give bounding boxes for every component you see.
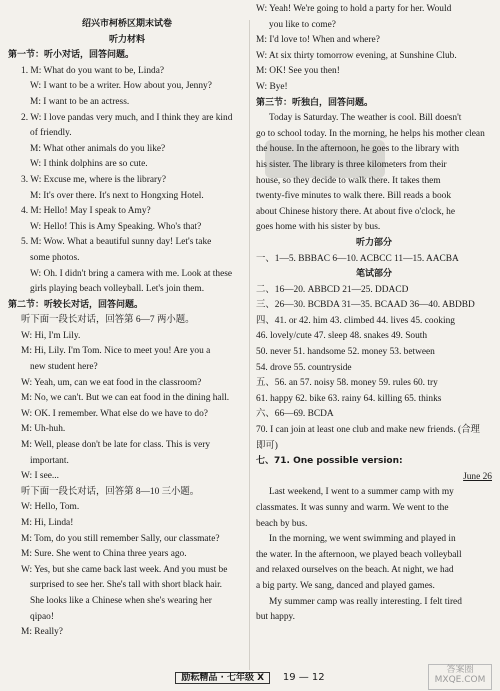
listening-answers-heading: 听力部分 xyxy=(355,237,392,248)
text-line: M: OK! See you then! xyxy=(256,66,340,77)
answer-line: 61. happy 62. bike 63. rainy 64. killing 65. thinks xyxy=(256,393,442,404)
text-line: Today is Saturday. The weather is cool. Bill doesn't xyxy=(269,113,462,124)
text-line: you like to come? xyxy=(269,19,336,30)
text-line: M: Hi, Linda! xyxy=(21,518,74,528)
text-line: some photos. xyxy=(30,252,80,263)
essay-line: In the morning, we went swimming and played in xyxy=(269,534,456,545)
text-line: W: Oh. I didn't bring a camera with me. Look at these xyxy=(30,268,233,279)
text-line: M: Sure. She went to China three years ago. xyxy=(21,549,187,560)
text-line: go to school today. In the morning, he helps his mother clean xyxy=(256,128,485,139)
writing-heading: 七、71. One possible version: xyxy=(256,456,403,467)
section-1-heading: 第一节：听小对话，回答问题。 xyxy=(8,50,135,61)
text-line: twenty-five minutes to walk there. Bill reads a book xyxy=(256,191,452,202)
instruction-line: 听下面一段长对话，回答第 8—10 三小题。 xyxy=(21,486,200,497)
text-line: about Chinese history there. At about five o'clock, he xyxy=(256,206,456,217)
column-divider xyxy=(249,20,250,670)
text-line: house, so they decide to walk there. It takes them xyxy=(256,175,441,186)
text-line: M: Hi, Lily. I'm Tom. Nice to meet you! Are you a xyxy=(21,346,211,357)
text-line: 5. M: Wow. What a beautiful sunny day! Let's take xyxy=(21,237,212,248)
text-line: M: I'd love to! When and where? xyxy=(256,35,380,46)
essay-line: beach by bus. xyxy=(256,518,308,529)
text-line: new student here? xyxy=(30,362,98,373)
text-line: important. xyxy=(30,455,69,466)
paper-subtitle: 听力材料 xyxy=(108,34,145,45)
text-line: W: At six thirty tomorrow evening, at Sunshine Club. xyxy=(256,50,457,61)
text-line: W: Yeah! We're going to hold a party for her. Would xyxy=(256,4,452,14)
text-line: 1. M: What do you want to be, Linda? xyxy=(21,65,165,76)
text-line: W: Hello! This is Amy Speaking. Who's that? xyxy=(30,221,202,232)
left-column xyxy=(8,17,246,641)
text-line: M: Really? xyxy=(21,627,63,638)
answer-line: 六、66—69. BCDA xyxy=(256,409,334,420)
text-line: W: I see... xyxy=(21,471,59,482)
text-line: M: Uh-huh. xyxy=(21,424,66,435)
text-line: 2. W: I love pandas very much, and I think they are kind xyxy=(21,112,233,123)
essay-date: June 26 xyxy=(463,471,492,482)
answer-line: 50. never 51. handsome 52. money 53. between xyxy=(256,347,435,358)
answer-line: 54. drove 55. countryside xyxy=(256,362,352,373)
instruction-line: 听下面一段长对话，回答第 6—7 两小题。 xyxy=(21,315,195,326)
essay-line: the water. In the afternoon, we played beach volleyball xyxy=(256,549,462,560)
section-2-heading: 第二节：听较长对话，回答问题。 xyxy=(8,299,144,310)
text-line: M: No, we can't. But we can eat food in the dining hall. xyxy=(21,393,230,404)
text-line: W: Hello, Tom. xyxy=(21,502,80,513)
text-line: W: I want to be a writer. How about you, Jenny? xyxy=(30,81,212,92)
essay-line: classmates. It was sunny and warm. We went to the xyxy=(256,503,449,513)
page-number: 19 — 12 xyxy=(282,672,325,683)
text-line: 3. W: Excuse me, where is the library? xyxy=(21,174,167,185)
essay-line: and relaxed ourselves on the beach. At night, we had xyxy=(256,565,454,576)
text-line: of friendly. xyxy=(30,128,72,139)
right-column xyxy=(256,2,492,626)
answer-line: 即可) xyxy=(256,440,278,451)
essay-line: Last weekend, I went to a summer camp with my xyxy=(269,487,454,498)
section-3-heading: 第三节：听独白，回答问题。 xyxy=(256,97,374,108)
text-line: She looks like a Chinese when she's wearing her xyxy=(30,595,212,606)
answer-line: 二、16—20. ABBCD 21—25. DDACD xyxy=(256,284,409,295)
text-line: W: I think dolphins are so cute. xyxy=(30,159,148,170)
page-footer xyxy=(0,670,500,683)
text-line: girls playing beach volleyball. Let's join them. xyxy=(30,284,205,295)
text-line: M: What other animals do you like? xyxy=(30,143,166,154)
text-line: his sister. The library is three kilometers from their xyxy=(256,159,447,170)
essay-line: My summer camp was really interesting. I felt tired xyxy=(269,596,462,607)
brand-label: 励耘精品 · 七年级 X xyxy=(175,672,270,684)
text-line: goes home with his sister by bus. xyxy=(256,222,381,233)
text-line: M: Tom, do you still remember Sally, our classmate? xyxy=(21,533,220,544)
text-line: W: Yeah, um, can we eat food in the classroom? xyxy=(21,377,202,388)
answer-line: 四、41. or 42. him 43. climbed 44. lives 45. cooking xyxy=(256,315,455,326)
text-line: W: Yes, but she came back last week. And you must be xyxy=(21,564,228,575)
text-line: M: Well, please don't be late for class. This is very xyxy=(21,440,211,451)
paper-title: 绍兴市柯桥区期末试卷 xyxy=(81,19,172,29)
answer-line: 70. I can join at least one club and make new friends. (合理 xyxy=(256,425,480,436)
text-line: the house. In the afternoon, he goes to the library with xyxy=(256,144,460,155)
watermark: 答案圈 MXQE.COM xyxy=(428,664,492,690)
answer-line: 一、1—5. BBBAC 6—10. ACBCC 11—15. AACBA xyxy=(256,253,459,264)
essay-line: but happy. xyxy=(256,612,295,623)
text-line: M: I want to be an actress. xyxy=(30,96,130,107)
answer-line: 三、26—30. BCBDA 31—35. BCAAD 36—40. ABDBD xyxy=(256,300,475,311)
text-line: W: Bye! xyxy=(256,81,288,92)
text-line: qipao! xyxy=(30,611,54,622)
text-line: W: OK. I remember. What else do we have to do? xyxy=(21,408,208,419)
text-line: surprised to see her. She's tall with short black hair. xyxy=(30,580,223,591)
answer-line: 五、56. an 57. noisy 58. money 59. rules 60. try xyxy=(256,378,438,389)
text-line: M: It's over there. It's next to Hongxing Hotel. xyxy=(30,190,204,201)
answer-line: 46. lovely/cute 47. sleep 48. snakes 49. South xyxy=(256,331,428,342)
written-answers-heading: 笔试部分 xyxy=(355,269,392,280)
text-line: 4. M: Hello! May I speak to Amy? xyxy=(21,206,151,217)
text-line: W: Hi, I'm Lily. xyxy=(21,330,81,341)
essay-line: a big party. We sang, danced and played games. xyxy=(256,580,435,591)
